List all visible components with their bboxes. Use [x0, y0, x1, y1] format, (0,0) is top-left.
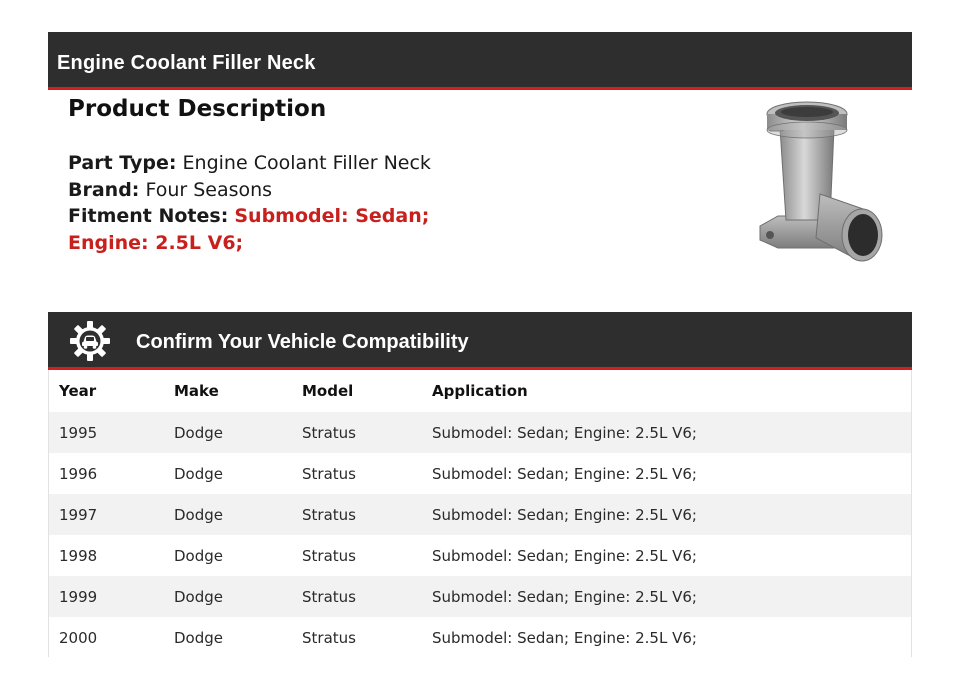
- table-row: [49, 535, 911, 576]
- cell-application: Submodel: Sedan; Engine: 2.5L V6;: [422, 412, 911, 453]
- cell-year: 2000: [49, 617, 164, 658]
- cell-year: 1999: [49, 576, 164, 617]
- part-type-value: Engine Coolant Filler Neck: [182, 152, 431, 174]
- product-image: [738, 98, 908, 274]
- description-details: [68, 150, 431, 256]
- table-row: [49, 494, 911, 535]
- cell-make: Dodge: [164, 535, 292, 576]
- cell-model: Stratus: [292, 453, 422, 494]
- compatibility-table: [48, 370, 912, 657]
- column-header-year: Year: [49, 370, 164, 412]
- column-header-model: Model: [292, 370, 422, 412]
- cell-make: Dodge: [164, 576, 292, 617]
- cell-year: 1997: [49, 494, 164, 535]
- column-header-make: Make: [164, 370, 292, 412]
- part-type-line: [68, 150, 431, 177]
- gear-car-icon: [69, 320, 111, 362]
- vehicle-table: [49, 370, 911, 658]
- cell-application: Submodel: Sedan; Engine: 2.5L V6;: [422, 494, 911, 535]
- cell-model: Stratus: [292, 412, 422, 453]
- cell-year: 1995: [49, 412, 164, 453]
- fitment-label: Fitment Notes:: [68, 205, 229, 227]
- cell-model: Stratus: [292, 576, 422, 617]
- cell-year: 1998: [49, 535, 164, 576]
- table-row: [49, 412, 911, 453]
- table-header-row: [49, 370, 911, 412]
- cell-application: Submodel: Sedan; Engine: 2.5L V6;: [422, 576, 911, 617]
- cell-year: 1996: [49, 453, 164, 494]
- cell-application: Submodel: Sedan; Engine: 2.5L V6;: [422, 453, 911, 494]
- cell-model: Stratus: [292, 494, 422, 535]
- cell-make: Dodge: [164, 617, 292, 658]
- description-heading: Product Description: [68, 96, 327, 122]
- cell-make: Dodge: [164, 453, 292, 494]
- table-row: [49, 453, 911, 494]
- cell-make: Dodge: [164, 412, 292, 453]
- column-header-application: Application: [422, 370, 911, 412]
- brand-value: Four Seasons: [145, 178, 273, 201]
- cell-model: Stratus: [292, 617, 422, 658]
- compatibility-banner: [48, 312, 912, 370]
- cell-application: Submodel: Sedan; Engine: 2.5L V6;: [422, 535, 911, 576]
- product-title-banner: [48, 32, 912, 90]
- brand-label: Brand:: [68, 178, 140, 201]
- cell-make: Dodge: [164, 494, 292, 535]
- cell-model: Stratus: [292, 535, 422, 576]
- table-row: [49, 617, 911, 658]
- fitment-line-2: [68, 230, 431, 257]
- compatibility-title: Confirm Your Vehicle Compatibility: [136, 331, 469, 353]
- brand-line: [68, 177, 431, 204]
- product-title: Engine Coolant Filler Neck: [57, 52, 316, 74]
- part-type-label: Part Type:: [68, 152, 177, 174]
- fitment-line: [68, 203, 431, 230]
- fitment-submodel: Submodel: Sedan;: [234, 205, 430, 227]
- table-row: [49, 576, 911, 617]
- cell-application: Submodel: Sedan; Engine: 2.5L V6;: [422, 617, 911, 658]
- fitment-engine: Engine: 2.5L V6;: [68, 231, 244, 254]
